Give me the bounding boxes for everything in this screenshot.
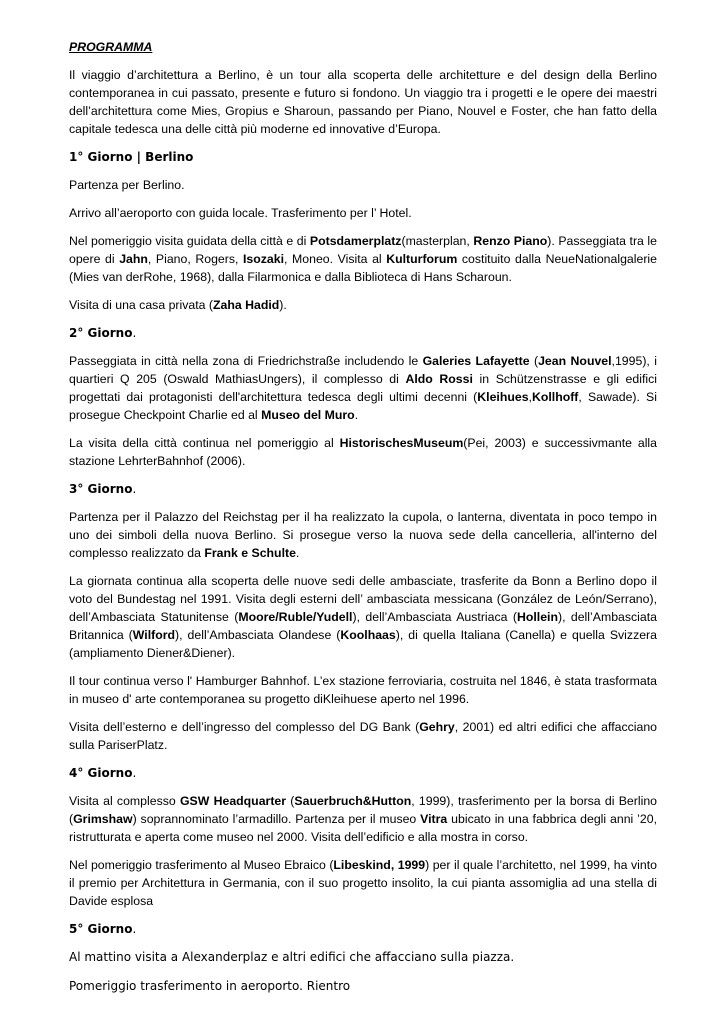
day-5-heading: 5° Giorno.	[69, 922, 137, 936]
intro-paragraph: Il viaggio d’architettura a Berlino, è un tour alla scoperta delle architetture e del design della Berlino contemporanea in cui passato, presente e futuro si fondono. Un viaggio tra i progetti e le opere dei maestri dell’architettura come Mies, Gropius e Sharoun, passando per Piano, Nouvel e Foster, che han fatto della capitale tedesca una delle città più moderne ed innovative d’Europa.	[69, 68, 657, 136]
day-5-paragraph-1: Al mattino visita a Alexanderplaz e altri edifici che affacciano sulla piazza.	[69, 950, 515, 964]
day-3-paragraph-4: Visita dell’esterno e dell’ingresso del complesso del DG Bank (Gehry, 2001) ed altri edifici che affacciano sulla PariserPlatz.	[69, 720, 657, 752]
day-1-paragraph-2: Arrivo all’aeroporto con guida locale. Trasferimento per l’ Hotel.	[69, 206, 412, 220]
day-1-paragraph-1: Partenza per Berlino.	[69, 178, 185, 192]
day-2-paragraph-2: La visita della città continua nel pomeriggio al HistorischesMuseum(Pei, 2003) e successivmante alla stazione LehrterBahnhof (2006).	[69, 436, 657, 468]
document-title: PROGRAMMA	[69, 40, 153, 54]
day-1-paragraph-4: Visita di una casa privata (Zaha Hadid).	[69, 298, 287, 312]
day-1-heading: 1° Giorno | Berlino	[69, 150, 194, 164]
day-5-paragraph-2: Pomeriggio trasferimento in aeroporto. Rientro	[69, 979, 351, 993]
day-4-heading: 4° Giorno.	[69, 766, 137, 780]
day-3-paragraph-1: Partenza per il Palazzo del Reichstag per il ha realizzato la cupola, o lanterna, diventata in poco tempo in uno dei simboli della nuova Berlino. Si prosegue verso la nuova sede della cancelleria, all'interno del complesso realizzato da Frank e Schulte.	[69, 510, 657, 560]
day-3-paragraph-2: La giornata continua alla scoperta delle nuove sedi delle ambasciate, trasferite da Bonn a Berlino dopo il voto del Bundestag nel 1991. Visita degli esterni dell’ ambasciata messicana (González de León/Serrano), dell’Ambasciata Statunitense (Moore/Ruble/Yudell), dell’Ambasciata Austriaca (Hollein), dell’Ambasciata Britannica (Wilford), dell’Ambasciata Olandese (Koolhaas), di quella Italiana (Canella) e quella Svizzera (ampliamento Diener&Diener).	[69, 574, 657, 660]
document-page	[69, 38, 657, 1006]
day-4-paragraph-1: Visita al complesso GSW Headquarter (Sauerbruch&Hutton, 1999), trasferimento per la borsa di Berlino (Grimshaw) soprannominato l’armadillo. Partenza per il museo Vitra ubicato in una fabbrica degli anni ’20, ristrutturata e aperta come museo nel 2000. Visita dell’edificio e alla mostra in corso.	[69, 794, 658, 844]
day-4-paragraph-2: Nel pomeriggio trasferimento al Museo Ebraico (Libeskind, 1999) per il quale l’architetto, nel 1999, ha vinto il premio per Architettura in Germania, con il suo progetto insolito, la cui pianta assomiglia ad una stella di Davide esplosa	[69, 858, 657, 908]
day-2-paragraph-1: Passeggiata in città nella zona di Friedrichstraße includendo le Galeries Lafayette (Jean Nouvel,1995), i quartieri Q 205 (Oswald MathiasUngers), il complesso di Aldo Rossi in Schützenstrasse e gli edifici progettati dai protagonisti dell'architettura tedesca degli ultimi decenni (Kleihues,Kollhoff, Sawade). Si prosegue Checkpoint Charlie ed al Museo del Muro.	[69, 354, 657, 422]
day-3-heading: 3° Giorno.	[69, 482, 137, 496]
day-1-paragraph-3: Nel pomeriggio visita guidata della città e di Potsdamerplatz(masterplan, Renzo Piano). Passeggiata tra le opere di Jahn, Piano, Rogers, Isozaki, Moneo. Visita al Kulturforum costituito dalla NeueNationalgalerie (Mies van derRohe, 1968), dalla Filarmonica e dalla Biblioteca di Hans Scharoun.	[69, 234, 658, 284]
day-3-paragraph-3: Il tour continua verso l' Hamburger Bahnhof. L’ex stazione ferroviaria, costruita nel 1846, è stata trasformata in museo d' arte contemporanea su progetto diKleihuese aperto nel 1996.	[69, 674, 657, 706]
day-2-heading: 2° Giorno.	[69, 326, 137, 340]
